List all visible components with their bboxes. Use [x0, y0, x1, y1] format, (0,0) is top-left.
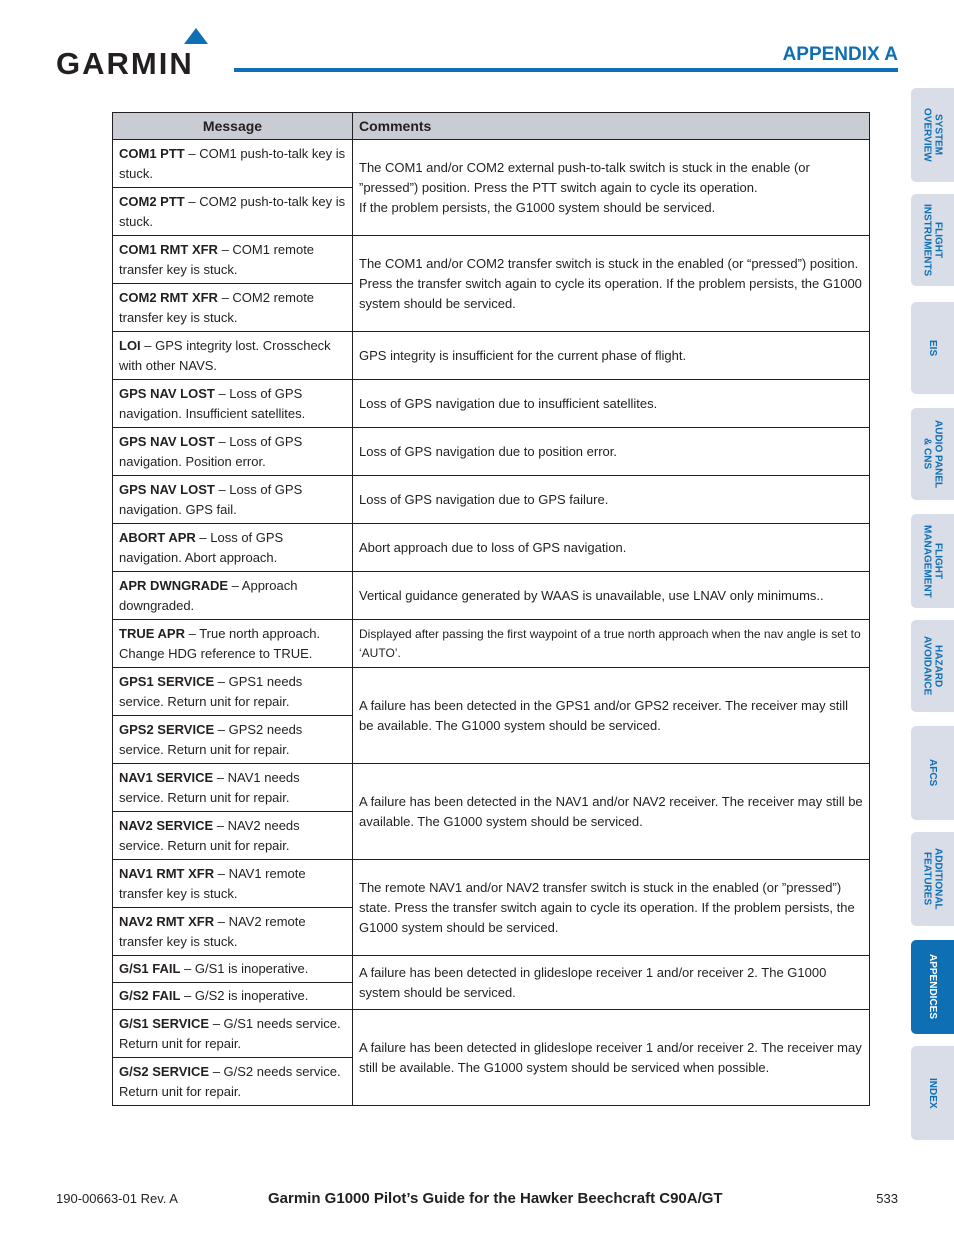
- message-cell: [113, 764, 353, 812]
- message-desc: – NAV2 remote transfer key is stuck.: [119, 913, 306, 949]
- message-cell: [113, 620, 353, 668]
- message-cell: [113, 476, 353, 524]
- doc-number: 190-00663-01 Rev. A: [56, 1191, 178, 1206]
- tab-index[interactable]: [911, 1046, 954, 1140]
- message-desc: – NAV1 remote transfer key is stuck.: [119, 865, 306, 901]
- header-rule: [234, 68, 898, 72]
- message-code: GPS NAV LOST: [119, 481, 215, 497]
- logo-text: GARMIN: [56, 46, 194, 81]
- section-title: APPENDIX A: [782, 44, 898, 65]
- comment-cell: Displayed after passing the first waypoint of a true north approach when the nav angle is set to ‘AUTO’.: [353, 620, 870, 668]
- comment-cell: Abort approach due to loss of GPS navigation.: [353, 524, 870, 572]
- table-row: [113, 236, 870, 284]
- message-code: NAV1 SERVICE: [119, 769, 214, 785]
- table-row: [113, 572, 870, 620]
- message-code: COM1 RMT XFR: [119, 241, 218, 257]
- table-row: [113, 668, 870, 716]
- message-cell: [113, 1010, 353, 1058]
- table-row: [113, 620, 870, 668]
- tab-label: EIS: [927, 339, 938, 357]
- comment-cell: Vertical guidance generated by WAAS is unavailable, use LNAV only minimums..: [353, 572, 870, 620]
- message-code: GPS2 SERVICE: [119, 721, 215, 737]
- tab-additional-features[interactable]: [911, 832, 954, 926]
- message-table: [112, 112, 870, 1106]
- message-cell: [113, 524, 353, 572]
- message-cell: [113, 956, 353, 983]
- message-code: G/S1 SERVICE: [119, 1015, 210, 1031]
- table-row: [113, 476, 870, 524]
- table-row: [113, 140, 870, 188]
- tab-hazard-avoidance[interactable]: [911, 620, 954, 712]
- message-desc: – COM1 push-to-talk key is stuck.: [119, 145, 346, 181]
- tab-eis[interactable]: [911, 302, 954, 394]
- message-cell: [113, 668, 353, 716]
- tab-flight-instruments[interactable]: [911, 194, 954, 286]
- message-cell: [113, 908, 353, 956]
- comment-cell: A failure has been detected in the GPS1 and/or GPS2 receiver. The receiver may still be available. The G1000 system should be serviced.: [353, 668, 870, 764]
- message-code: NAV2 RMT XFR: [119, 913, 215, 929]
- tab-label: FLIGHT INSTRUMENTS: [921, 203, 944, 277]
- message-desc: – Loss of GPS navigation. Abort approach.: [119, 529, 284, 565]
- message-code: GPS NAV LOST: [119, 433, 215, 449]
- comment-cell: A failure has been detected in glideslope receiver 1 and/or receiver 2. The G1000 system should be serviced.: [353, 956, 870, 1010]
- comment-cell: Loss of GPS navigation due to GPS failure.: [353, 476, 870, 524]
- message-cell: [113, 860, 353, 908]
- tab-label: ADDITIONAL FEATURES: [921, 848, 944, 910]
- tab-label: FLIGHT MANAGEMENT: [921, 524, 944, 598]
- message-cell: [113, 140, 353, 188]
- column-header-message: Message: [113, 113, 353, 140]
- comment-cell: GPS integrity is insufficient for the current phase of flight.: [353, 332, 870, 380]
- message-code: NAV2 SERVICE: [119, 817, 214, 833]
- message-cell: [113, 332, 353, 380]
- garmin-logo: [56, 26, 218, 81]
- message-code: ABORT APR: [119, 529, 196, 545]
- message-cell: [113, 716, 353, 764]
- message-code: GPS NAV LOST: [119, 385, 215, 401]
- message-desc: – COM2 remote transfer key is stuck.: [119, 289, 315, 325]
- message-code: LOI: [119, 337, 141, 353]
- message-code: G/S2 FAIL: [119, 988, 181, 1003]
- table-row: [113, 1010, 870, 1058]
- tab-system-overview[interactable]: [911, 88, 954, 182]
- table-header-row: [113, 113, 870, 140]
- comment-cell: A failure has been detected in the NAV1 and/or NAV2 receiver. The receiver may still be available. The G1000 system should be serviced.: [353, 764, 870, 860]
- page-number: 533: [876, 1191, 898, 1206]
- tab-afcs[interactable]: [911, 726, 954, 820]
- message-code: NAV1 RMT XFR: [119, 865, 215, 881]
- comment-cell: The COM1 and/or COM2 external push-to-talk switch is stuck in the enable (or ”pressed”) position. Press the PTT switch again to cycle its operation. If the problem persists, the G1000 system should be serviced.: [353, 140, 870, 236]
- table-row: [113, 380, 870, 428]
- tab-label: HAZARD AVOIDANCE: [921, 636, 944, 696]
- message-cell: [113, 188, 353, 236]
- side-tab-strip: [910, 0, 954, 1235]
- message-cell: [113, 572, 353, 620]
- tab-appendices[interactable]: [911, 940, 954, 1034]
- table-row: [113, 524, 870, 572]
- message-desc: – NAV2 needs service. Return unit for repair.: [119, 817, 300, 853]
- message-cell: [113, 380, 353, 428]
- message-desc: – GPS2 needs service. Return unit for repair.: [119, 721, 303, 757]
- tab-label: APPENDICES: [927, 954, 938, 1020]
- message-desc: – Loss of GPS navigation. Insufficient satellites.: [119, 385, 306, 421]
- tab-label: INDEX: [927, 1077, 938, 1109]
- message-code: COM1 PTT: [119, 145, 185, 161]
- tab-audio-panel-cns[interactable]: [911, 408, 954, 500]
- message-desc: – GPS1 needs service. Return unit for repair.: [119, 673, 303, 709]
- comment-cell: The remote NAV1 and/or NAV2 transfer switch is stuck in the enabled (or ”pressed”) state. Press the transfer switch again to cycle its operation. If the problem persists, the G1000 system should be serviced.: [353, 860, 870, 956]
- message-desc: – G/S1 needs service. Return unit for repair.: [119, 1015, 341, 1051]
- tab-flight-management[interactable]: [911, 514, 954, 608]
- message-cell: [113, 428, 353, 476]
- tab-label: AFCS: [927, 759, 938, 787]
- column-header-comments: Comments: [353, 113, 870, 140]
- message-desc: – NAV1 needs service. Return unit for repair.: [119, 769, 300, 805]
- table-row: [113, 332, 870, 380]
- message-code: G/S1 FAIL: [119, 961, 181, 976]
- tab-label: SYSTEM OVERVIEW: [921, 108, 944, 162]
- message-cell: [113, 284, 353, 332]
- table-row: [113, 764, 870, 812]
- comment-cell: A failure has been detected in glideslope receiver 1 and/or receiver 2. The receiver may still be available. The G1000 system should be serviced when possible.: [353, 1010, 870, 1106]
- message-desc: – Loss of GPS navigation. GPS fail.: [119, 481, 303, 517]
- message-desc: – Loss of GPS navigation. Position error.: [119, 433, 303, 469]
- table-row: [113, 860, 870, 908]
- comment-cell: Loss of GPS navigation due to position error.: [353, 428, 870, 476]
- message-cell: [113, 236, 353, 284]
- message-desc: – G/S1 is inoperative.: [180, 961, 309, 976]
- message-cell: [113, 1058, 353, 1106]
- comment-cell: The COM1 and/or COM2 transfer switch is stuck in the enabled (or “pressed”) position. Press the transfer switch again to cycle its operation. If the problem persists, the G1000 system should be serviced.: [353, 236, 870, 332]
- table-row: [113, 428, 870, 476]
- message-cell: [113, 983, 353, 1010]
- comment-cell: Loss of GPS navigation due to insufficient satellites.: [353, 380, 870, 428]
- message-cell: [113, 812, 353, 860]
- message-code: APR DWNGRADE: [119, 577, 229, 593]
- message-desc: – True north approach. Change HDG reference to TRUE.: [119, 625, 321, 661]
- message-desc: – GPS integrity lost. Crosscheck with other NAVS.: [119, 337, 331, 373]
- message-code: COM2 RMT XFR: [119, 289, 218, 305]
- message-desc: – G/S2 is inoperative.: [180, 988, 309, 1003]
- message-desc: – COM1 remote transfer key is stuck.: [119, 241, 315, 277]
- message-desc: – G/S2 needs service. Return unit for repair.: [119, 1063, 341, 1099]
- message-code: TRUE APR: [119, 625, 185, 641]
- table-row: [113, 956, 870, 983]
- message-code: G/S2 SERVICE: [119, 1063, 210, 1079]
- doc-title: Garmin G1000 Pilot’s Guide for the Hawker Beechcraft C90A/GT: [268, 1190, 723, 1207]
- tab-label: AUDIO PANEL & CNS: [921, 419, 944, 489]
- message-code: GPS1 SERVICE: [119, 673, 215, 689]
- message-desc: – COM2 push-to-talk key is stuck.: [119, 193, 346, 229]
- message-desc: – Approach downgraded.: [119, 577, 298, 613]
- message-code: COM2 PTT: [119, 193, 185, 209]
